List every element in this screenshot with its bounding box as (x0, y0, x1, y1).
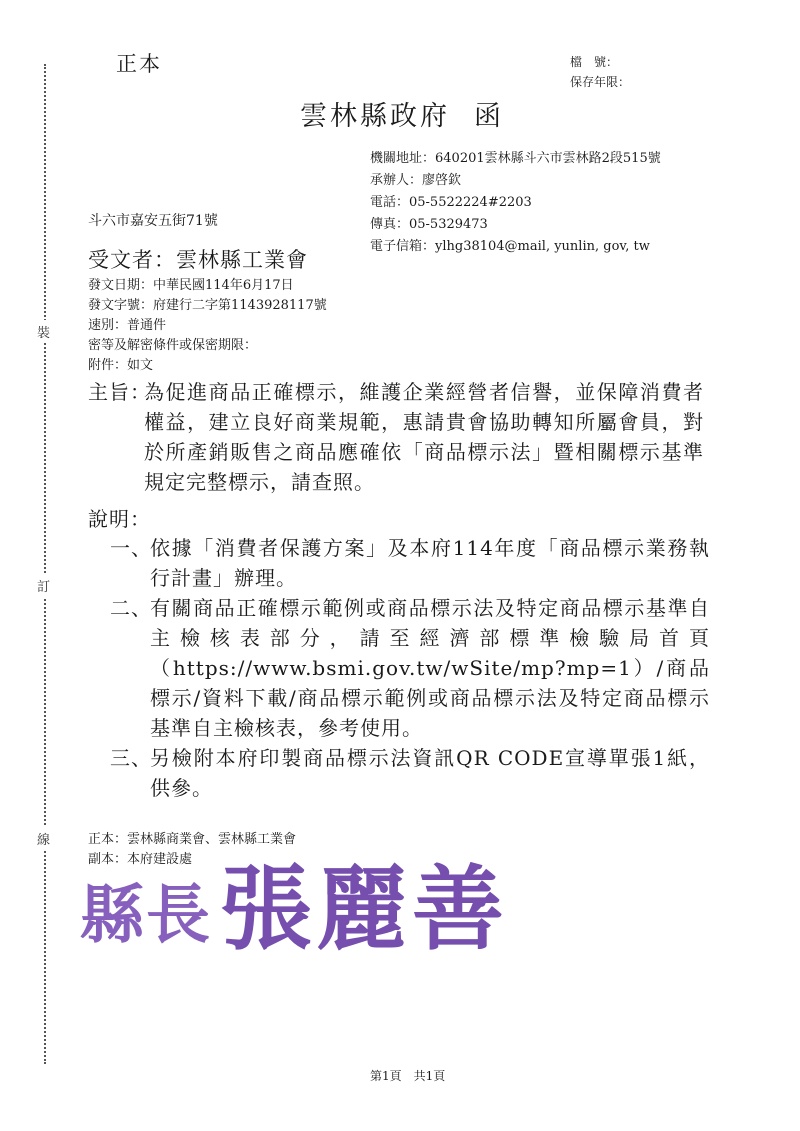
phone: 電話：05-5522224#2203 (370, 195, 532, 210)
description-label: 說明： (88, 507, 151, 531)
doc-type: 函 (474, 101, 504, 132)
contact-block (370, 148, 661, 258)
signature-title: 縣長 (80, 878, 212, 953)
copy-mark: 正本 (116, 52, 162, 76)
description-item (110, 743, 710, 803)
description-item (110, 593, 710, 743)
binding-mark-ding: 訂 (37, 574, 50, 597)
item-number: 二、 (110, 596, 152, 620)
item-text: 依據「消費者保護方案」及本府114年度「商品標示業務執行計畫」辦理。 (150, 536, 710, 590)
handler: 承辦人：廖啓欽 (370, 173, 462, 188)
item-number: 三、 (110, 746, 152, 770)
item-number: 一、 (110, 536, 152, 560)
distribution-copy: 副本：本府建設處 (88, 852, 193, 867)
item-text: 有關商品正確標示範例或商品標示法及特定商品標示基準自主檢核表部分，請至經濟部標準檢驗局首頁（https://www.bsmi.gov.tw/wSite/mp?mp=1）/商品標示/資料下載/商品標示範例或商品標示法及特定商品標示基準自主檢核表，參考使用。 (150, 596, 710, 740)
description-list (110, 533, 710, 803)
magistrate-signature-seal (80, 845, 520, 955)
description-item (110, 533, 710, 593)
document-title (300, 94, 504, 133)
retention-label: 保存年限： (570, 75, 631, 89)
file-number-label: 檔 號： (570, 55, 619, 69)
recipient: 受文者：雲林縣工業會 (88, 248, 308, 272)
agency-address: 機關地址：640201雲林縣斗六市雲林路2段515號 (370, 151, 661, 166)
binding-mark-zhuang: 裝 (37, 320, 50, 343)
subject-text: 為促進商品正確標示，維護企業經營者信譽，並保障消費者權益，建立良好商業規範，惠請貴會協助轉知所屬會員，對於所產銷販售之商品應確依「商品標示法」暨相關標示基準規定完整標示，請查照。 (144, 380, 704, 494)
binding-mark-xian: 線 (37, 827, 50, 850)
distribution-original: 正本：雲林縣商業會、雲林縣工業會 (88, 832, 297, 847)
binding-line (44, 64, 46, 1064)
subject-label: 主旨： (88, 380, 151, 404)
security-level: 密等及解密條件或保密期限： (88, 338, 258, 353)
file-meta (570, 52, 630, 92)
doc-meta (88, 276, 327, 376)
fax: 傳真：05-5329473 (370, 217, 488, 232)
subject (88, 377, 708, 497)
speed: 速別：普通件 (88, 318, 167, 333)
page-number: 第1頁 共1頁 (370, 1069, 446, 1083)
issue-date: 發文日期：中華民國114年6月17日 (88, 278, 294, 293)
recipient-address: 斗六市嘉安五街71號 (88, 213, 218, 229)
item-text: 另檢附本府印製商品標示法資訊QR CODE宣導單張1紙，供參。 (150, 746, 710, 800)
signature-name: 張麗善 (220, 855, 509, 955)
email: 電子信箱：ylhg38104@mail, yunlin, gov, tw (370, 239, 650, 254)
doc-number: 發文字號：府建行二字第1143928117號 (88, 298, 327, 313)
attachment: 附件：如文 (88, 358, 154, 373)
org-name: 雲林縣政府 (300, 101, 450, 132)
